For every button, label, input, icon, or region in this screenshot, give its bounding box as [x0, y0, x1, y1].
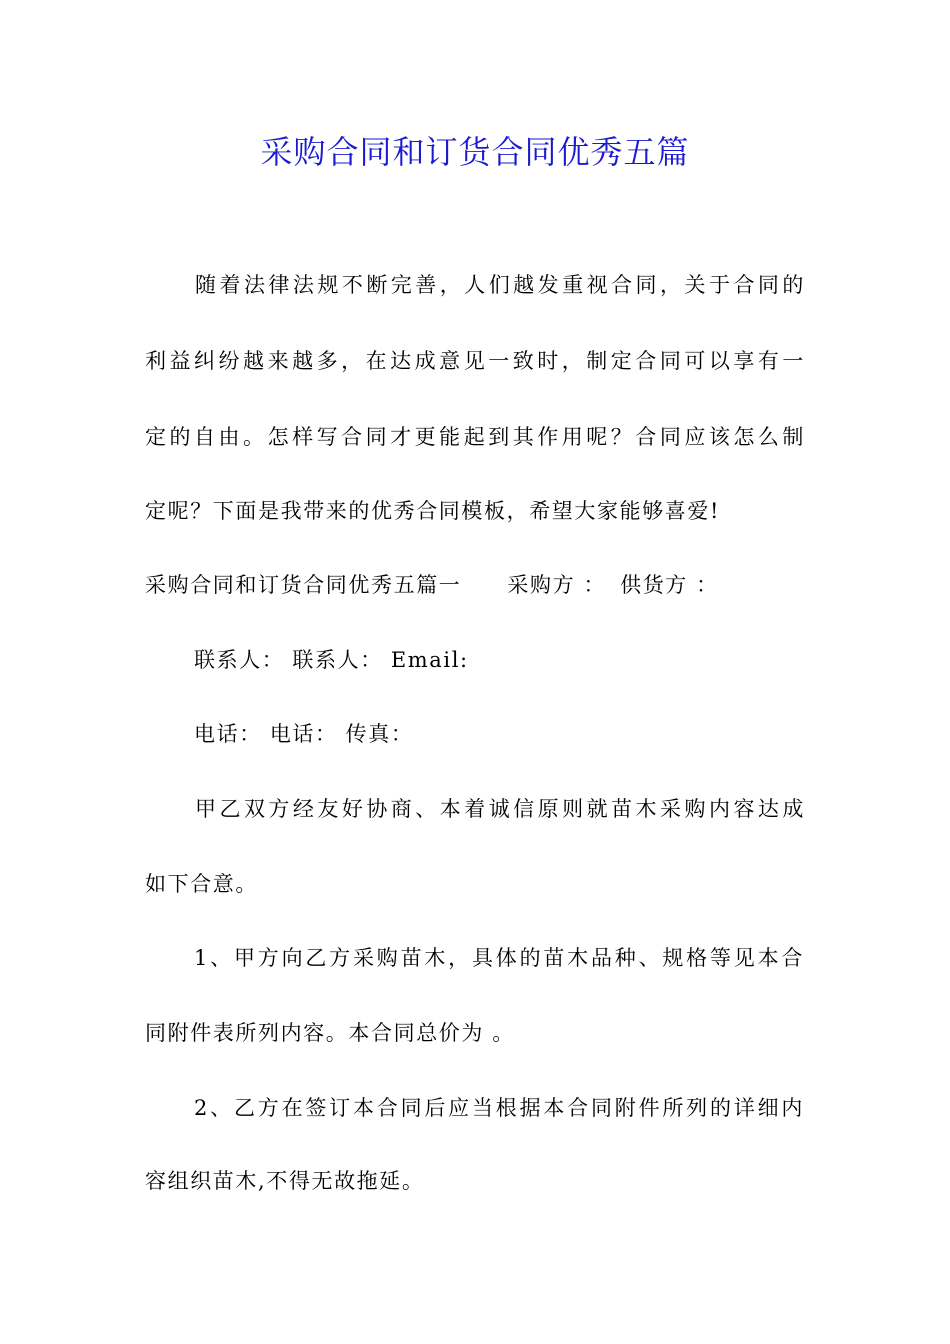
clause-1-line: 1、甲方向乙方采购苗木，具体的苗木品种、规格等见本合 — [194, 946, 804, 970]
paragraph-line: 利益纠纷越来越多，在达成意见一致时，制定合同可以享有一 — [145, 349, 805, 373]
section-heading: 采购合同和订货合同优秀五篇一 — [145, 573, 462, 597]
phone-label-2: 电话： — [269, 722, 338, 746]
purchaser-label: 采购方 ： — [507, 573, 607, 597]
contact-line — [194, 645, 864, 675]
section-heading-line — [145, 570, 815, 600]
paragraph-line: 定的自由。怎样写合同才更能起到其作用呢？合同应该怎么制 — [145, 425, 805, 449]
fax-label: 传真： — [345, 722, 414, 746]
clause-1-line: 同附件表所列内容。本合同总价为 。 — [145, 1021, 515, 1045]
email-label: Email: — [390, 648, 469, 672]
phone-line — [194, 719, 864, 749]
paragraph-line: 随着法律法规不断完善，人们越发重视合同，关于合同的 — [195, 273, 805, 297]
document-title: 采购合同和订货合同优秀五篇 — [260, 133, 690, 171]
paragraph-line: 甲乙双方经友好协商、本着诚信原则就苗木采购内容达成 — [195, 797, 805, 821]
phone-label-1: 电话： — [194, 722, 262, 746]
clause-2-line: 容组织苗木,不得无故拖延。 — [145, 1169, 425, 1193]
clause-2-line: 2、乙方在签订本合同后应当根据本合同附件所列的详细内 — [194, 1096, 804, 1120]
paragraph-line: 如下合意。 — [145, 872, 258, 896]
contact-label-1: 联系人： — [194, 648, 285, 672]
paragraph-line: 定呢？下面是我带来的优秀合同模板，希望大家能够喜爱! — [145, 499, 721, 523]
supplier-label: 供货方 ： — [620, 573, 719, 597]
contact-label-2: 联系人： — [292, 648, 383, 672]
